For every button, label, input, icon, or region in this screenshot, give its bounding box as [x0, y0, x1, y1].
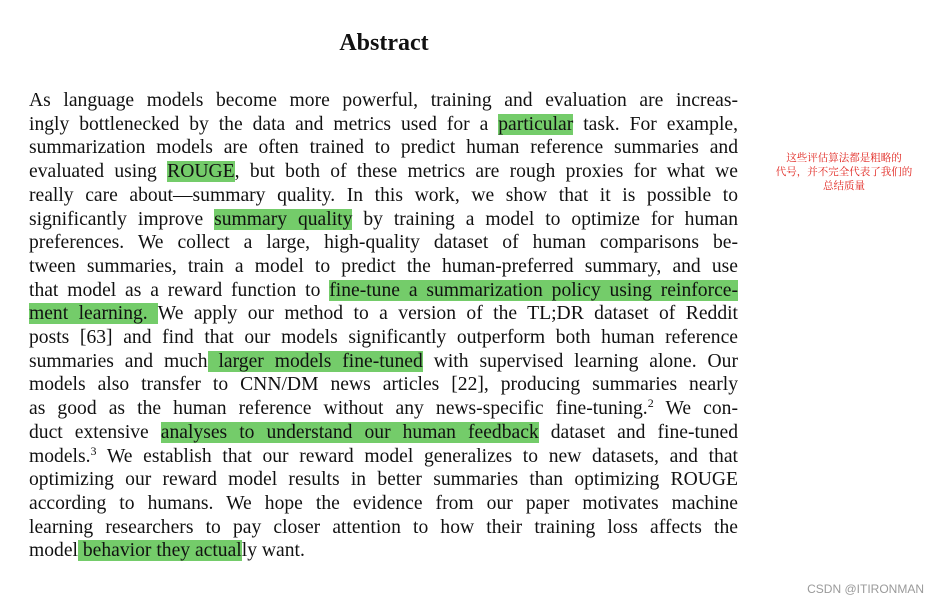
- highlighted-text: larger models fine-tuned: [207, 350, 423, 372]
- abstract-line: [29, 184, 738, 208]
- text-run: with supervised learning alone. Our: [422, 350, 739, 372]
- footnote-marker: 3: [90, 443, 97, 458]
- text-run: models also transfer to CNN/DM news articles [22], producing summaries nearly: [29, 374, 738, 396]
- abstract-line: [29, 208, 738, 232]
- note-line: 总结质量: [823, 180, 865, 192]
- abstract-line: [29, 160, 738, 184]
- text-run: As language models become more powerful, training and evaluation are increas-: [29, 90, 738, 111]
- text-run: We establish that our reward model generalizes to new datasets, and that: [96, 445, 738, 467]
- abstract-line: [29, 445, 738, 469]
- watermark: CSDN @ITIRONMAN: [807, 582, 924, 596]
- text-run: duct extensive: [29, 421, 161, 443]
- text-run: tween summaries, train a model to predict the human-preferred summary, and use: [29, 255, 738, 277]
- text-run: We con-: [653, 398, 738, 420]
- abstract-line: [29, 326, 738, 350]
- abstract-line: [29, 136, 738, 160]
- abstract-line: [29, 516, 738, 540]
- text-run: according to humans. We hope the evidence from our paper motivates machine: [29, 492, 738, 514]
- abstract-line: [29, 279, 738, 303]
- side-note-annotation: [752, 151, 936, 193]
- abstract-line: [29, 373, 738, 397]
- text-run: model: [29, 540, 78, 562]
- text-run: summaries and much: [29, 350, 208, 372]
- text-run: that model as a reward function to: [29, 279, 330, 301]
- highlighted-text: behavior they actual: [77, 540, 242, 562]
- note-line: 代号，并不完全代表了我们的: [775, 166, 913, 178]
- text-run: evaluated using: [29, 161, 168, 183]
- abstract-line: [29, 89, 738, 113]
- text-run: learning researchers to pay closer attention to how their training loss affects the: [29, 516, 738, 538]
- text-run: task. For example,: [573, 113, 738, 135]
- abstract-line: [29, 539, 305, 563]
- highlighted-text: ment learning.: [29, 303, 158, 325]
- abstract-line: [29, 468, 738, 492]
- text-run: , but both of these metrics are rough proxies for what we: [234, 161, 738, 183]
- highlighted-text: summary quality: [214, 208, 353, 230]
- abstract-line: [29, 397, 738, 421]
- highlighted-text: particular: [498, 113, 574, 135]
- highlighted-text: analyses to understand our human feedback: [160, 421, 539, 443]
- text-run: dataset and fine-tuned: [538, 421, 739, 443]
- text-run: really care about—summary quality. In this work, we show that it is possible to: [29, 184, 738, 206]
- note-line: 这些评估算法都是粗略的: [786, 152, 902, 164]
- abstract-line: [29, 492, 738, 516]
- text-run: preferences. We collect a large, high-quality dataset of human comparisons be-: [29, 232, 738, 254]
- text-run: ingly bottlenecked by the data and metrics used for a: [29, 113, 499, 135]
- text-run: posts [63] and find that our models significantly outperform both human reference: [29, 327, 738, 348]
- text-run: ly want.: [241, 540, 305, 562]
- text-run: as good as the human reference without any news-specific fine-tuning.: [29, 398, 648, 420]
- abstract-title: Abstract: [339, 30, 429, 56]
- abstract-line: [29, 350, 738, 374]
- text-run: by training a model to optimize for human: [352, 208, 738, 230]
- abstract-line: [29, 113, 738, 137]
- abstract-line: [29, 302, 738, 326]
- text-run: optimizing our reward model results in better summaries than optimizing ROUGE: [29, 469, 738, 491]
- highlighted-text: fine-tune a summarization policy using reinforce-: [329, 279, 739, 301]
- footnote-marker: 2: [647, 396, 654, 411]
- text-run: We apply our method to a version of the TL;DR dataset of Reddit: [157, 303, 739, 325]
- abstract-line: [29, 421, 738, 445]
- text-run: significantly improve: [29, 208, 215, 230]
- text-run: models.: [29, 445, 91, 467]
- abstract-line: [29, 255, 738, 279]
- text-run: summarization models are often trained to predict human reference summaries and: [29, 137, 738, 159]
- highlighted-text: ROUGE: [167, 161, 235, 183]
- abstract-line: [29, 231, 738, 255]
